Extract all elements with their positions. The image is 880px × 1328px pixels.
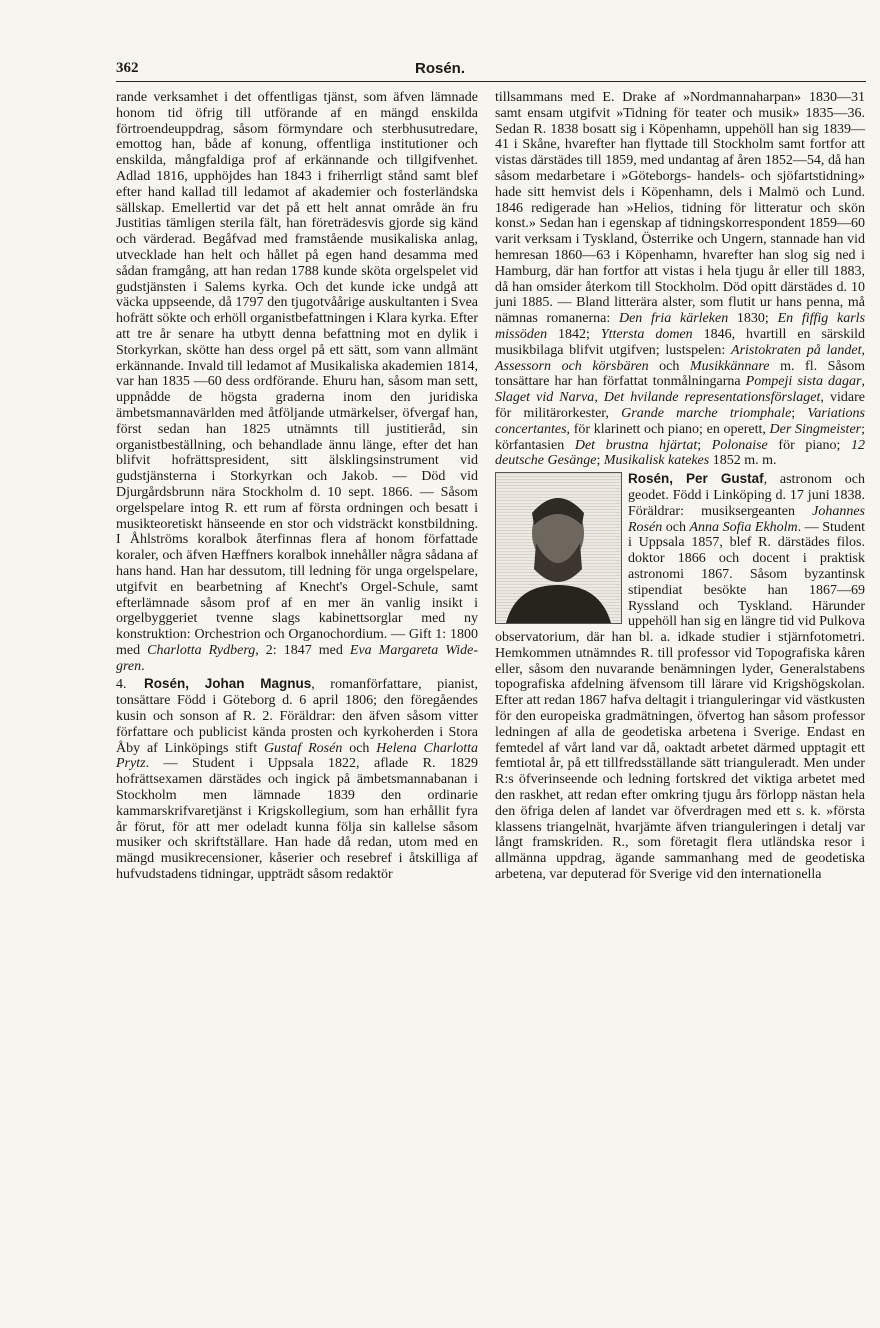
headword: Rosén, Per Gustaf <box>628 471 764 487</box>
header-rule <box>116 81 866 82</box>
running-title: Rosén. <box>414 60 465 77</box>
right-column <box>495 90 865 883</box>
page-number: 362 <box>116 60 139 76</box>
left-column <box>116 90 478 883</box>
entry-per-gustaf: Rosén, Per Gustaf, astronom och geodet. Född i Linköping d. 17 juni 1838. Föräldrar: musiksergeanten Johannes Rosén och Anna Sofia Ekholm. — Student i Uppsala 1857, blef R. därstädes filos. doktor 1866 och docent i praktisk astronomi 1867. Såsom byzantinsk stipendiat besökte han 1867—69 Ryssland och Tyskland. Härunder uppehöll han sig en längre tid vid Pulkova observatorium, där han bl. a. idkade studier i stjärnfotometri. Hemkommen utnämndes R. till professor vid Topografiska kåren eller, såsom den nuvarande benämningen lyder, Generalstabens topografiska afdelning äfvensom till lärare vid Krigshögskolan. Efter att redan 1867 hafva deltagit i trianguleringar vid västkusten för den europeiska gradmätningen, öfvertog han såsom professor ledningen af alla de geodetiska arbetena i Sverige. Endast en femtedel af vårt land var då, oaktadt arbetet därmed upptagit ett femtiotal år, på ett tillfredsställande sätt trianguleradt. Men under R:s öfverinseende och ledning fortskred det viktiga arbetet med den raskhet, att redan efter omkring tjugu års förlopp nästan hela den öfriga delen af landet var öfverdragen med ett s. k. »första klassens triangelnät, hvarjämte äfven trianguleringen i detalj var långt framskriden. R., som företagit flera utländska resor i allmänna uppdrag, ägande sammanhang med de geodetiska arbetena, var deputerad för Sverige vid den internationella <box>495 471 865 883</box>
portrait-drawing <box>496 473 621 623</box>
headword: Rosén, Johan Magnus <box>144 676 312 692</box>
entry-continuation: rande verksamhet i det offentligas tjänst, som äfven lämnade honom tid öfrig till utförande af en mängd enskilda förtroendeuppdrag, såsom förmyndare och sterbhusutredare, emottog han, både af konung, offentliga institutioner och enskilda, mångfaldiga prof af erkännande och tillgifvenhet. Adlad 1816, upphöjdes han 1843 i friherrligt stånd samt blef efter hand kallad till ledamot af akademier och fosterländska sällskap. Emellertid var det på ett helt annat område än fru Justitias tämligen sterila fält, han företrädesvis gjorde sig känd och värderad. Begåfvad med framstående musikaliska anlag, utvecklade han helt och hållet på egen hand desamma med sådan framgång, att han redan 1788 kunde sköta orgelspelet vid gudstjänsten i Salems kyrka. Och det kunde icke undgå att väcka uppseende, då 1797 den tjugotvåårige auskultanten i Svea hofrätt sökte och erhöll organistbefattningen i Klara kyrka. Efter att tre år senare ha utbytt denna befattning mot en dylik i Storkyrkan, skötte han dess orgel på ett sätt, som vann allmänt erkännande. Invald till ledamot af Musikaliska akademien 1814, var han 1835 —60 dess ordförande. Ehuru han, såsom man sett, uppnådde de högsta graderna inom den juridiska ämbetsmannavärlden med åtföljande utmärkelser, öfvergaf han, först sedan han 1825 utnämnts till justitieråd, sin organistbeställning, och behandlade ännu länge, efter det han blifvit hofrättspresident, sitt älsklingsinstrument vid gudstjänsterna i Storkyrkan och Jakob. — Död vid Djurgårdsbrunn nära Stockholm d. 10 sept. 1866. — Såsom orgelspelare intog R. ett rum af första ordningen och besatt i musikteoretiskt hänseende en stor och vidsträckt konstbildning. I Åhlströms koralbok återfinnas flera af honom författade koraler, och äfven Hæffners koralbok innehåller några sådana af hans hand. Han har dessutom, till ledning för unga orgelspelare, utgifvit en bearbetning af Knecht's Orgel-Schule, samt efterlämnade såsom prof af en mer än vanlig insikt i orgelbyggeriet tvenne slags kabinettsorglar med ny konstruktion: Orchestrion och Organochordium. — Gift 1: 1800 med Charlotta Rydberg, 2: 1847 med Eva Margareta Wide-gren. <box>116 90 478 674</box>
entry-continuation-right: tillsammans med E. Drake af »Nordmannaharpan» 1830—31 samt ensam utgifvit »Tidning för teater och musik» 1835—36. Sedan R. 1838 bosatt sig i Köpenhamn, uppehöll han sig 1839—41 i Skåne, hvarefter han flyttade till Stockholm samt fortfor att vistas därstädes till 1859, med undantag af åren 1852—54, då han såsom medarbetare i »Göteborgs- handels- och sjöfartstidning» hade sitt hemvist dels i Köpenhamn, dels i Malmö och Lund. 1846 redigerade han »Helios, tidning för litteratur och skön konst.» Sedan han i egenskap af tidningskorrespondent 1859—60 varit verksam i Tyskland, Österrike och Ungern, stannade han vid hemresan 1860—63 i Köpenhamn, hvarefter han slog sig ned i Hamburg, där han fortfor att vistas i hela tjugu år eller till 1883, då han omsider återkom till Stockholm. Död opitt därstädes d. 10 juni 1885. — Bland litterära alster, som flutit ur hans penna, må nämnas romanerna: Den fria kärleken 1830; En fiffig karls missöden 1842; Yttersta domen 1846, hvartill en särskild musikbilaga blifvit utgifven; lustspelen: Aristokraten på landet, Assessorn och körsbären och Musikkännare m. fl. Såsom tonsättare har han författat tonmålningarna Pompeji sista dagar, Slaget vid Narva, Det hvilande representationsförslaget, vidare för militärorkester, Grande marche triomphale; Variations concertantes, för klarinett och piano; en operett, Der Singmeister; körfantasien Det brustna hjärtat; Polonaise för piano; 12 deutsche Gesänge; Musikalisk katekes 1852 m. m. <box>495 90 866 469</box>
entry-johan-magnus: 4. Rosén, Johan Magnus, romanförfattare, pianist, tonsättare Född i Göteborg d. 6 april 1806; den föregåendes kusin och sonson af R. 2. Föräldrar: den äfven såsom vitter författare och publicist kända prosten och kyrkoherden i Stora Åby af Linköpings stift Gustaf Rosén och Helena Charlotta Prytz. — Student i Uppsala 1822, aflade R. 1829 hofrättsexamen därstädes och ingick på ämbetsmannabanan i Stockholm men lämnade 1839 den ordinarie kammarskrifvaretjänst i Krigskollegium, som han erhållit fyra år förut, för att mer odeladt kunna följa sin kallelse såsom musiker och skriftställare. Han hade då redan, utom med en mängd musikrecensioner, kåserier och resebref i åtskilliga af hufvudstadens tidningar, uppträdt såsom redaktör <box>116 676 478 883</box>
portrait-per-gustaf-rosen <box>495 472 622 624</box>
